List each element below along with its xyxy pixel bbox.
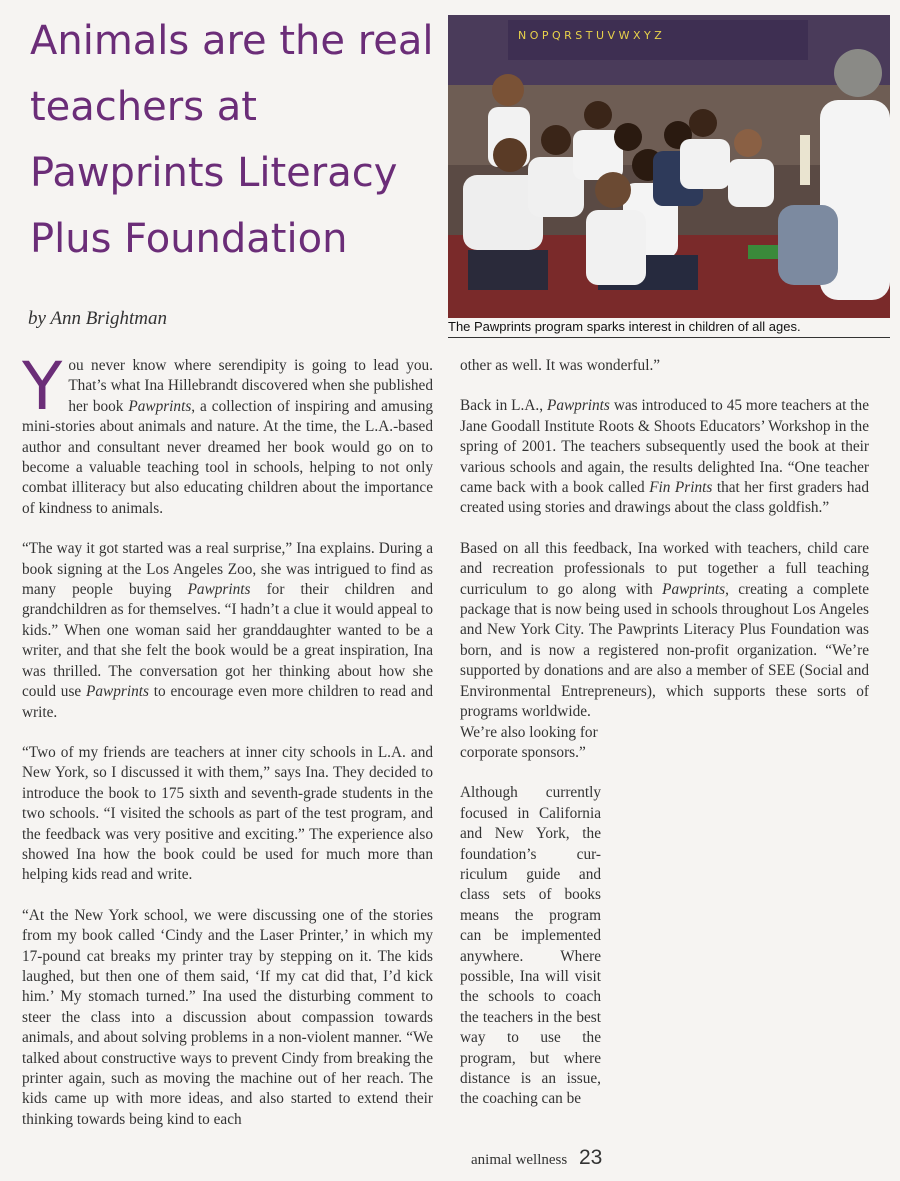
page-number: 23 — [578, 1146, 603, 1169]
paragraph-1: You never know where serendipity is going to lead you. That’s what Ina Hillebrandt discovered when she published her book Pawprints, a collection of inspiring and amusing mini-stories about animals and nature. At the time, the L.A.-based author and consultant never dreamed her book would go on to become a valuable teaching tool in schools, helping to not only combat illiteracy but also educating children about the importance of kindness to animals. — [22, 348, 433, 517]
paragraph-8: Although currently focused in California and New York, the foundation’s cur-riculum guide and class sets of books means the program can be implemented anywhere. Where possible, Ina will visit the schools to coach the teachers in the best way to use the program, but where distance is an issue, the coaching can be — [460, 784, 601, 1108]
article-column-left — [22, 348, 433, 1150]
classroom-photo-image — [448, 15, 890, 318]
article-column-right — [460, 356, 869, 1130]
paragraph-6: Back in L.A., Pawprints was introduced to 45 more teachers at the Jane Goodall Institute Roots & Shoots Educators’ Workshop in the spring of 2001. The teachers subsequently used the book at their various schools and again, the results delighted Ina. “One teacher came back with a book called Fin Prints that her first graders had created using stories and drawings about the class goldfish.” — [460, 397, 869, 517]
photo-caption: The Pawprints program sparks interest in children of all ages. — [448, 319, 890, 338]
byline: by Ann Brightman — [28, 308, 167, 329]
paragraph-3: “Two of my friends are teachers at inner city schools in L.A. and New York, so I discussed it with them,” says Ina. They decided to introduce the book to 175 sixth and seventh-grade students in the two schools. “I visited the schools as part of the test program, and the feedback was very positive and exciting.” The experience also showed Ina how the book could be used for much more than helping kids read and write. — [22, 743, 433, 884]
magazine-name: animal wellness — [471, 1152, 568, 1168]
article-title: Animals are the real teachers at Pawprints Literacy Plus Foundation — [30, 18, 434, 262]
paragraph-7-tail: We’re also looking for corporate sponsors.” — [460, 723, 598, 761]
wall-letters: N O P Q R S T U V W X Y Z — [518, 29, 662, 42]
paragraph-7: Based on all this feedback, Ina worked with teachers, child care and recreation professionals to put together a full teaching curriculum to go along with Pawprints, creating a complete package that is now being used in schools throughout Los Angeles and New York City. The Pawprints Literacy Plus Foundation was born, and is now a registered non-profit organization. “We’re supported by donations and are also a member of SEE (Social and Environmental Entrepreneurs), which supports these sorts of programs worldwide. — [460, 539, 869, 721]
paragraph-5: other as well. It was wonderful.” — [460, 357, 661, 374]
paragraph-4: “At the New York school, we were discussing one of the stories from my book called ‘Cindy and the Laser Printer,’ in which my 17-pound cat breaks my printer tray by stepping on it. The kids laughed, but then one of them said, ‘If my cat did that, I’d kick him.’ My stomach turned.” Ina used the disturbing comment to steer the class into a discussion about compassion towards animals, and about solving problems in a non-violent manner. “We talked about constructive ways to prevent Cindy from breaking the printer again, such as moving the machine out of her reach. The kids came up with more ideas, and also started to extend their thinking towards being kind to each — [22, 906, 433, 1128]
drop-cap: Y — [22, 348, 63, 425]
page-footer — [471, 1146, 602, 1170]
paragraph-2: “The way it got started was a real surprise,” Ina explains. During a book signing at the Los Angeles Zoo, she was intrigued to find as many people buying Pawprints for their children and grandchildren as for themselves. “I hadn’t a clue it would appeal to kids.” When one woman said her granddaughter wanted to be a writer, and that she felt the book would be a great inspiration, Ina was thrilled. The conversation got her thinking about how she could use Pawprints to encourage even more children to read and write. — [22, 540, 433, 721]
classroom-photo — [448, 15, 890, 318]
